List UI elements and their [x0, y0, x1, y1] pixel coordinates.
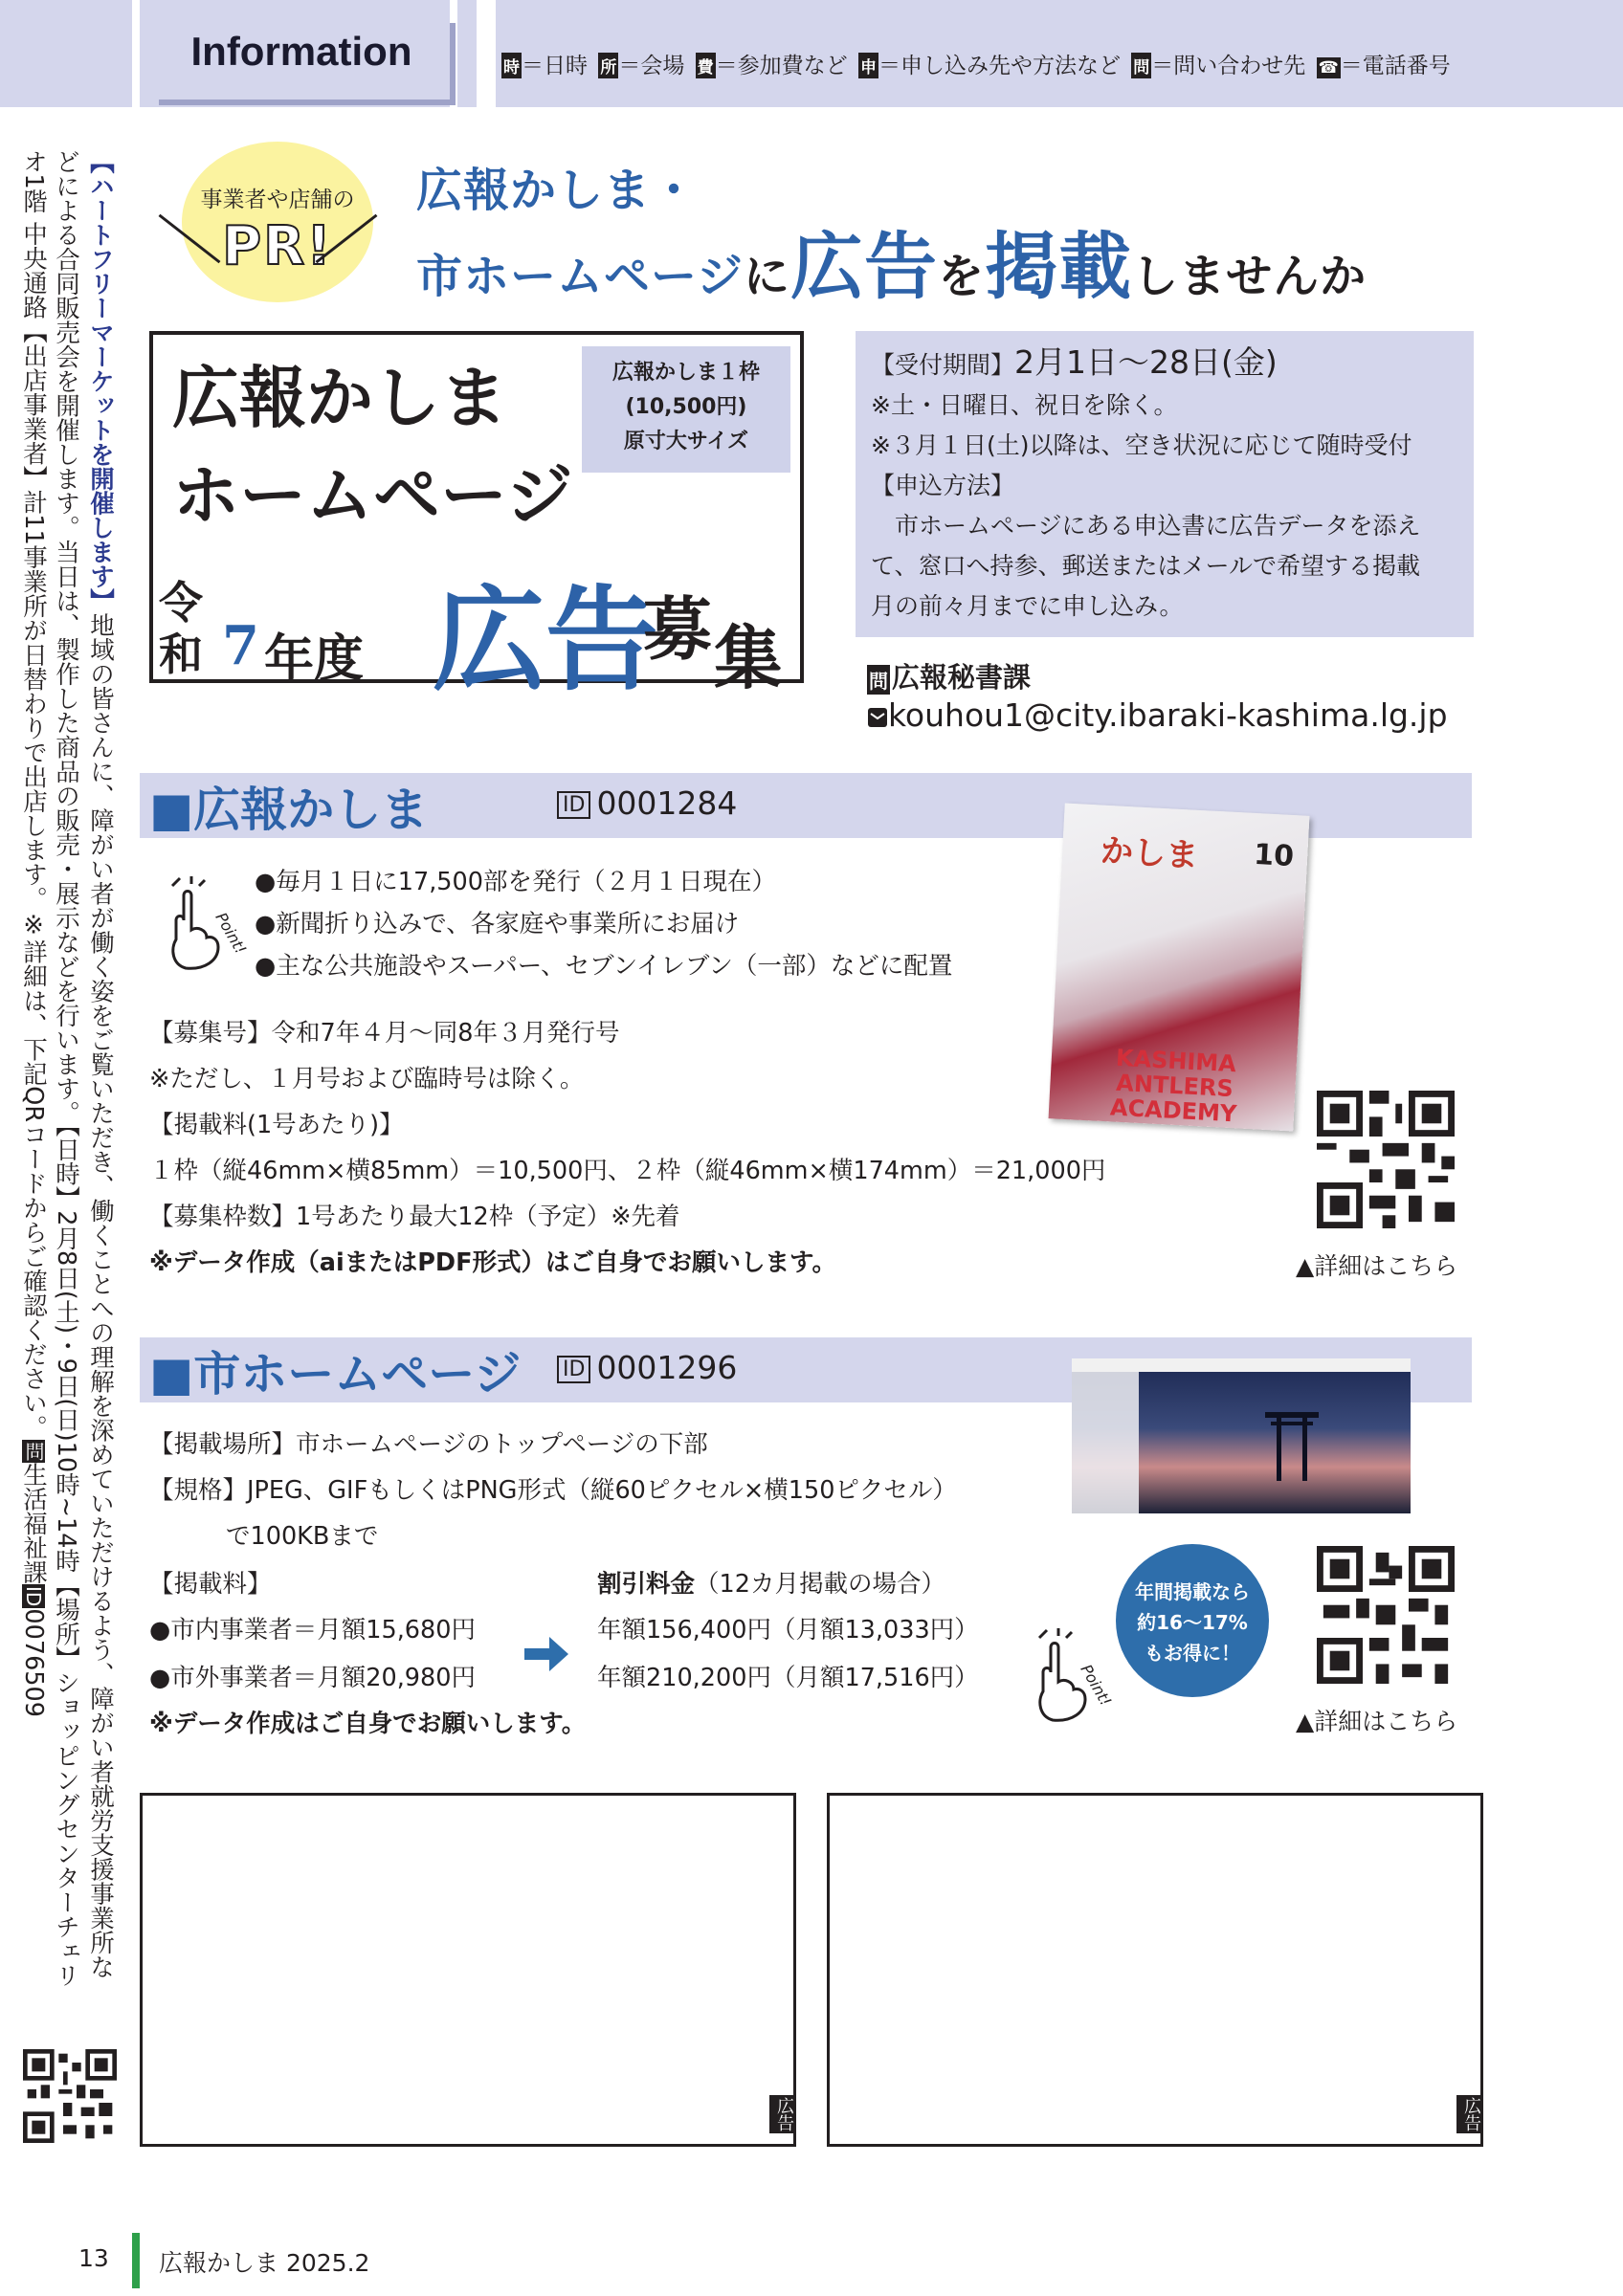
hp-place-row — [149, 1425, 708, 1460]
phone-icon: ☎ — [1318, 58, 1339, 77]
hp-place-label: 【掲載場所】 — [149, 1430, 297, 1459]
contact-key: 問 — [867, 665, 890, 695]
hp-spec-label: 【規格】 — [149, 1476, 248, 1505]
legend-text: ＝電話番号 — [1340, 54, 1451, 78]
legend-text: ＝問い合わせ先 — [1151, 54, 1306, 78]
cover-footer-line: ANTLERS — [1115, 1069, 1234, 1103]
hp-fee-out-city: ●市外事業者＝月額20,980円 — [149, 1664, 476, 1692]
point-label: Point! — [1077, 1661, 1116, 1710]
feature-bullet: ●新聞折り込みで、各家庭や事業所にお届け — [255, 910, 740, 938]
feature-bullet: ●主な公共施設やスーパー、セブンイレブン（一部）などに配置 — [255, 952, 953, 981]
fee-label: 【掲載料(1号あたり)】 — [149, 1111, 404, 1139]
page-number: 13 — [78, 2244, 109, 2272]
hp-spec-value-2: で100KBまで — [226, 1522, 379, 1551]
sidebar-title: 【ハートフリーマーケットを開催します】 — [86, 149, 115, 613]
sidebar-body: 地域の皆さんに、障がい者が働く姿をご覧いただき、働くことへの理解を深めていただけるよう、障がい者就労支援事業所な — [86, 612, 115, 1979]
slots-label: 【募集枠数】 — [149, 1203, 297, 1231]
method-label: 【申込方法】 — [871, 472, 1015, 499]
footer-accent — [132, 2233, 140, 2288]
qr-caption: ▲詳細はこちら — [1296, 1252, 1458, 1280]
sidebar-column-1 — [84, 149, 117, 2024]
hp-fee-label: 【掲載料】 — [149, 1570, 272, 1599]
pr-text: PR! — [222, 215, 333, 277]
recruit-line-2: ホームページ — [172, 455, 573, 535]
page-title: Information — [190, 29, 412, 74]
torii-gate-icon — [1263, 1406, 1321, 1483]
issue-row — [149, 1014, 619, 1049]
sidebar-place: ショッピングセンターチェリ — [52, 1669, 80, 1988]
header-divider — [450, 0, 457, 107]
recruit-boshu: 募 — [643, 588, 713, 670]
mail-icon — [867, 707, 888, 728]
hp-place-value: 市ホームページのトップページの下部 — [296, 1430, 708, 1459]
sidebar-column-2 — [50, 149, 82, 2063]
arrow-right-icon — [524, 1634, 568, 1674]
legend-key: 時 — [501, 53, 522, 78]
slots-value: 1号あたり最大12枠（予定）※先着 — [296, 1203, 680, 1231]
hp-spec-row — [149, 1471, 957, 1506]
size-line: 広報かしま１枠 — [611, 361, 760, 385]
sidebar-qr-code — [23, 2049, 117, 2143]
section-title-homepage: ■市ホームページ — [149, 1347, 522, 1402]
screenshot-topbar — [1072, 1358, 1411, 1372]
symbol-legend — [498, 48, 1451, 79]
kouhou-qr-code[interactable] — [1317, 1091, 1455, 1228]
legend-text: ＝参加費など — [715, 54, 848, 78]
sidebar-column-3 — [17, 149, 50, 1871]
slots-row — [149, 1198, 680, 1232]
application-info-box — [856, 331, 1474, 637]
homepage-screenshot-image — [1072, 1358, 1411, 1513]
badge-line: 年間掲載なら — [1135, 1580, 1250, 1603]
legend-key: 申 — [858, 53, 878, 78]
section-title-kouhou: ■広報かしま — [149, 783, 429, 837]
recruit-boshu: 集 — [714, 617, 784, 698]
contact-name: 広報秘書課 — [892, 661, 1032, 694]
cover-footer-line: ACADEMY — [1109, 1093, 1237, 1128]
hp-fee-in-city: ●市内事業者＝月額15,680円 — [149, 1616, 476, 1645]
period-value: 2月1日～28日(金) — [1014, 343, 1278, 381]
headline-emphasis: 掲載 — [985, 224, 1133, 309]
contact-email[interactable] — [867, 696, 1448, 734]
contact-key: 問 — [22, 1441, 45, 1461]
period-label: 【受付期間】 — [871, 351, 1015, 379]
issue-label: 【募集号】 — [149, 1019, 272, 1048]
size-line: 原寸大サイズ — [623, 430, 749, 453]
sidebar-place-label: 【場所】 — [52, 1572, 80, 1670]
header-divider — [477, 0, 496, 107]
sidebar-shops-label: 【出店事業者】 — [19, 319, 48, 490]
data-note: ※データ作成（aiまたはPDF形式）はご自身でお願いします。 — [149, 1248, 836, 1277]
method-text: 月の前々月までに申し込み。 — [871, 592, 1184, 620]
discount-row — [597, 1565, 945, 1600]
discount-note: （12カ月掲載の場合） — [695, 1570, 945, 1599]
cover-issue-number: 10 — [1253, 837, 1295, 874]
badge-line: もお得に！ — [1145, 1642, 1240, 1665]
method-text: て、窓口へ持参、郵送またはメールで希望する掲載 — [871, 552, 1421, 580]
pr-subtitle: 事業者や店舗の — [200, 188, 355, 212]
sidebar-when: 2月8日(土)・9日(日)10時~14時 — [52, 1210, 80, 1573]
magazine-cover-image — [1049, 804, 1310, 1132]
sidebar-place: オ1階 中央通路 — [19, 149, 48, 320]
info-note: ※３月１日(土)以降は、空き状況に応じて随時受付 — [871, 431, 1412, 459]
homepage-qr-code[interactable] — [1317, 1546, 1455, 1684]
headline-part: しませんか — [1132, 250, 1367, 303]
legend-text: ＝日時 — [522, 54, 588, 78]
legend-text: ＝申し込み先や方法など — [878, 54, 1121, 78]
header-divider — [132, 0, 140, 107]
legend-text: ＝会場 — [618, 54, 685, 78]
cover-footer-line: KASHIMA — [1115, 1044, 1237, 1078]
section-id-homepage — [557, 1349, 737, 1386]
legend-key: 問 — [1131, 53, 1151, 78]
legend-key: 所 — [598, 53, 618, 78]
legend-key: 費 — [696, 53, 716, 78]
headline-part: を — [938, 250, 986, 303]
footer-title: 広報かしま 2025.2 — [159, 2249, 370, 2277]
recruit-nendo: 年度 — [264, 629, 365, 688]
ad-label: 広告 — [769, 2095, 794, 2133]
ad-label: 広告 — [1456, 2095, 1481, 2133]
cover-title: かしま — [1100, 831, 1200, 875]
section-id-kouhou — [557, 784, 737, 822]
qr-caption: ▲詳細はこちら — [1296, 1708, 1458, 1735]
method-text: 市ホームページにある申込書に広告データを添え — [871, 512, 1421, 540]
id-value: 0001284 — [596, 784, 738, 822]
ad-frame-right — [827, 1793, 1483, 2147]
issue-value: 令和7年４月～同8年３月発行号 — [271, 1019, 620, 1048]
recruit-era: 令 — [159, 577, 203, 629]
fee-value: １枠（縦46mm×横85mm）＝10,500円、２枠（縦46mm×横174mm）＝21,000円 — [149, 1157, 1106, 1185]
recruit-ad: 広告 — [433, 573, 659, 706]
discount-badge — [1116, 1544, 1269, 1697]
hp-data-note: ※データ作成はご自身でお願いします。 — [149, 1710, 587, 1738]
id-key: ID — [22, 1586, 45, 1607]
recruit-line-1: 広報かしま — [172, 358, 507, 437]
hp-spec-value: JPEG、GIFもしくはPNG形式（縦60ピクセル×横150ピクセル） — [247, 1476, 957, 1505]
cover-footer — [1058, 1043, 1292, 1129]
size-line: (10,500円) — [625, 395, 747, 419]
id-value: 0001296 — [596, 1349, 738, 1386]
screenshot-sidebar — [1072, 1372, 1139, 1513]
sidebar-when-label: 【日時】 — [52, 1125, 80, 1211]
point-label: Point! — [211, 909, 251, 958]
sidebar-shops: 計11事業所が日替わりで出店します。※詳細は、下記QRコードからご確認ください。 — [19, 489, 48, 1440]
recruit-era: 和 — [159, 629, 203, 680]
feature-bullet: ●毎月１日に17,500部を発行（２月１日現在） — [255, 868, 776, 896]
sidebar-id: 0076509 — [19, 1608, 48, 1717]
headline-part: 市ホームページ — [416, 250, 745, 303]
size-sample-box — [582, 346, 790, 473]
sidebar-contact: 生活福祉課 — [19, 1462, 48, 1585]
headline-part: に — [744, 250, 791, 303]
info-note: ※土・日曜日、祝日を除く。 — [871, 391, 1178, 419]
headline-line-2 — [416, 209, 1367, 313]
headline-line-1: 広報かしま・ — [416, 164, 699, 217]
sidebar-body: どによる合同販売会を開催します。当日は、製作した商品の販売・展示などを行います。 — [52, 149, 80, 1125]
issue-note: ※ただし、１月号および臨時号は除く。 — [149, 1065, 585, 1093]
recruit-year: 7 — [222, 614, 259, 677]
badge-line: 約16～17% — [1137, 1611, 1248, 1634]
discount-in-city: 年額156,400円（月額13,033円） — [597, 1616, 979, 1645]
headline-emphasis: 広告 — [790, 224, 939, 309]
contact-dept — [867, 656, 1031, 695]
email-address[interactable]: kouhou1@city.ibaraki-kashima.lg.jp — [888, 696, 1448, 734]
ad-frame-left — [140, 1793, 796, 2147]
id-key: ID — [557, 1356, 590, 1383]
discount-out-city: 年額210,200円（月額17,516円） — [597, 1664, 979, 1692]
discount-label: 割引料金 — [597, 1570, 696, 1599]
id-key: ID — [557, 791, 590, 819]
